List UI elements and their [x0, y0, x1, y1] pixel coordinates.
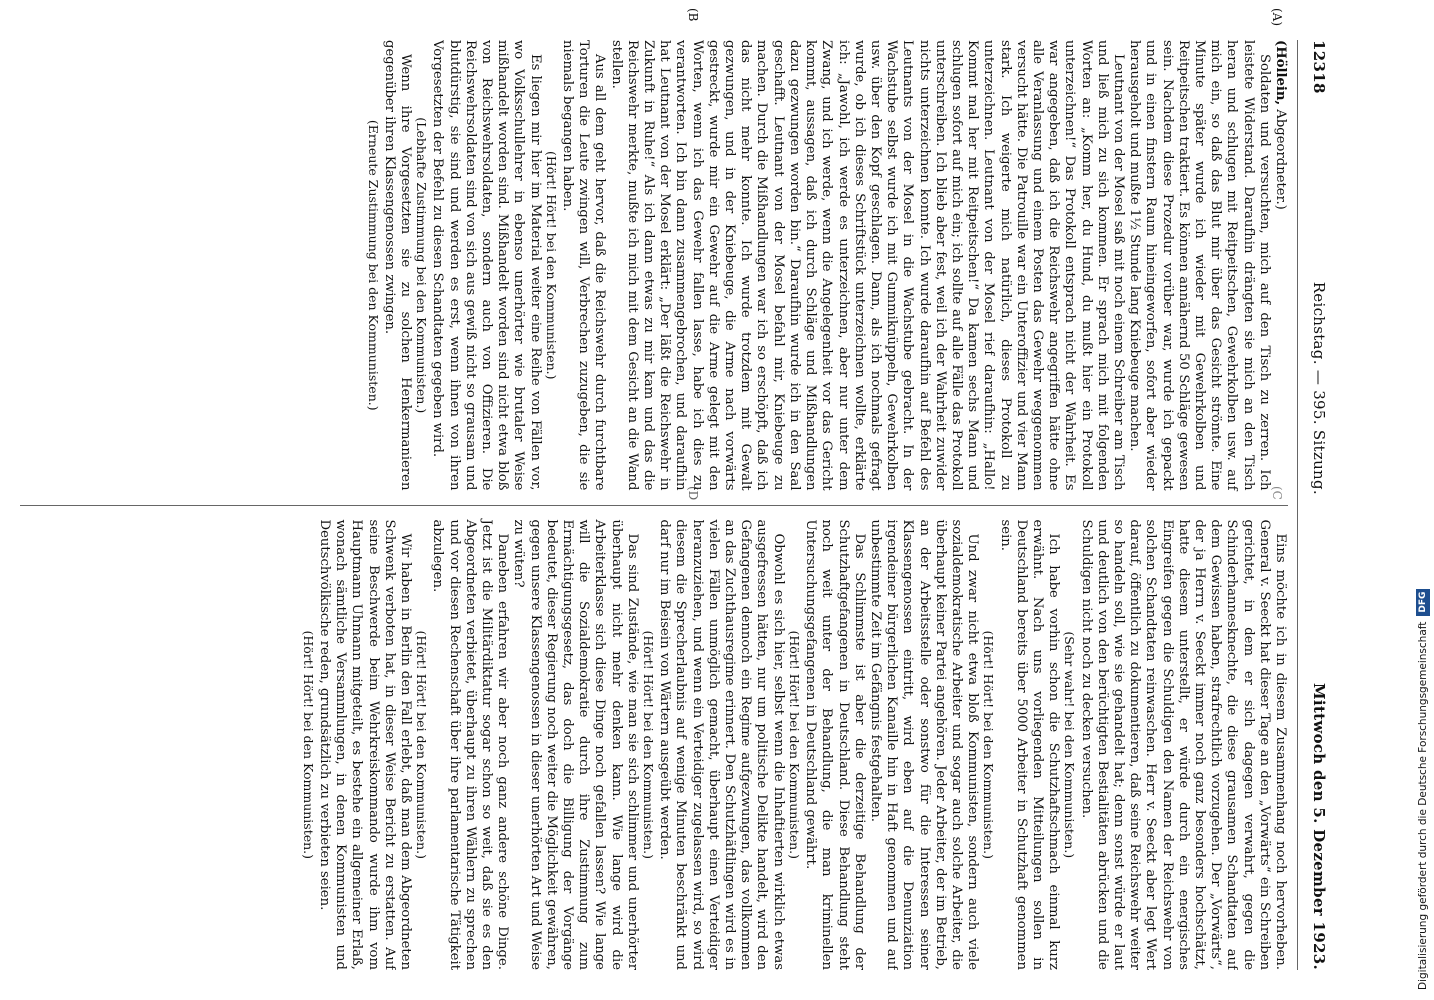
- interjection: (Lebhafte Zustimmung bei den Kommunisten.): [414, 117, 430, 414]
- paragraph: Soldaten und versuchten, mich auf den Tisch zu zerren. Ich leistete Widerstand. Daraufhin drängten sie mich an den Tisch heran und schlugen mit Reitpeitschen, Gewehrkolben usw. auf mich ein, so daß das Blut mir über das Gesicht strömte. Eine Minute später wurde ich wieder mit Gewehrkolben und Reitpeitschen traktiert. Es können annähernd 50 Schläge gewesen sein. Nachdem diese Prozedur vorüber war, wurde ich gepackt und in einen finstern Raum hineingeworfen, sofort aber wieder herausgeholt und mußte 1½ Stunde lang Kniebeuge machen.: [1127, 40, 1272, 491]
- paragraph: Es liegen mir hier im Material weiter eine Reihe von Fällen vor, wo Volksschullehrer in ebenso unerhörter wie brutaler Weise mißhandelt worden sind. Mißhandelt worden sind nicht etwa bloß von Reichswehrsoldaten, sondern auch von Offizieren. Die Reichswehrsoldaten sind von sich aus gewiß nicht so grausam und blutdürstig, sie sind und werden es erst, wenn ihnen von ihren Vorgesetzten der Befehl zu diesen Schandtaten gegeben wird.: [430, 40, 543, 491]
- paragraph: Obwohl es sich hier, selbst wenn die Inhaftierten wirklich etwas ausgefressen hätten, nur um politische Delikte handelt, wird den Gefangenen dennoch ein Regime aufgezwungen, das vollkommen an das Zuchthausregime erinnert. Den Schutzhäftlingen wird es in vielen Fällen unmöglich gemacht, überhaupt einen Verteidiger heranzuziehen, und wenn ein Verteidiger zugelassen wird, so wird diesem die Sprecherlaubnis auf wenige Minuten beschränkt und darf nur im Beisein von Wärtern ausgeübt werden.: [657, 519, 786, 970]
- left-column: [20, 40, 1288, 505]
- interjection: (Hört! Hört! bei den Kommunisten.): [300, 630, 316, 860]
- paragraph: Das sind Zustände, wie man sie sich schlimmer und unerhörter überhaupt nicht mehr denken kann. Wie lange wird die Arbeiterklasse sich diese Dinge noch gefallen lassen? Wie lange will die Sozialdemokratie durch ihre Zustimmung zum Ermächtigungsgesetz, das doch die Billigung der Vorgänge bedeutet, dieser Regierung noch weiter die Möglichkeit gewähren, gegen unsere Klassengenossen in dieser unerhörten Art und Weise zu wüten?: [511, 519, 640, 970]
- paragraph: Wir haben in Berlin den Fall erlebt, daß man dem Abgeordneten Schwenk verboten hat, in dieser Weise Bericht zu erstatten. Auf seine Beschwerde beim Wehrkreiskommando wurde ihm vom Hauptmann Uhmann mitgeteilt, es bestehe ein allgemeiner Erlaß, wonach sämtliche Versammlungen, in denen Kommunisten und Deutschvölkische reden, grundsätzlich zu verbieten seien.: [317, 519, 414, 970]
- speaker-line: [1272, 40, 1288, 491]
- margin-mark-d: (D: [686, 486, 700, 501]
- interjection: (Hört! Hört! bei den Kommunisten.): [981, 630, 997, 860]
- margin-mark-b: (B: [686, 8, 700, 22]
- paragraph: Das Schlimmste ist aber die derzeitige Behandlung der Schutzhaftgefangenen in Deutschland. Diese Behandlung steht noch weit unter der Behandlung, die man kriminellen Untersuchungsgefangenen in Deutschland gewährt.: [803, 519, 867, 970]
- interjection: (Hört! Hört! bei den Kommunisten.): [641, 630, 657, 860]
- dfg-logo: DFG: [1416, 589, 1430, 616]
- paragraph: Und zwar nicht etwa bloß Kommunisten, sondern auch viele sozialdemokratische Arbeiter und sogar auch solche Arbeiter, die überhaupt keiner Partei angehören. Jeder Arbeiter, der im Betrieb, an der Arbeitsstelle oder sonstwo für die Interessen seiner Klassengenossen eintritt, wird eben auf die Denunziation irgendeiner bürgerlichen Kanaille hin in Haft genommen und auf unbestimmte Zeit im Gefängnis festgehalten.: [867, 519, 981, 970]
- interjection: (Sehr wahr! bei den Kommunisten.): [1062, 631, 1078, 859]
- interjection: (Hört! Hört! bei den Kommunisten.): [786, 630, 802, 860]
- paragraph: Leutnant von der Mosel saß mit noch einem Schreiber am Tisch und ließ mich zu sich kommen. Er sprach mich mit folgenden Worten an: „Komm her, du Hund, du mußt hier ein Protokoll unterzeichnen!“ Das Protokoll entsprach nicht der Wahrheit. Es war angegeben, daß ich die Reichswehr angegriffen hätte ohne alle Veranlassung und einem Posten das Gewehr weggenommen versucht hätte. Die Patrouille war ein Unteroffizier und vier Mann stark. Ich weigerte mich natürlich, dieses Protokoll zu unterzeichnen. Leutnant von der Mosel rief daraufhin: „Hallo! Kommt mal her mit Reitpeitschen!“ Da kamen sechs Mann und schlugen sofort auf mich ein; ich sollte auf alle Fälle das Protokoll unterschreiben. Ich blieb aber fest, weil ich der Wahrheit zuwider nichts unterzeichnen konnte. Ich wurde daraufhin auf Befehl des Leutnants von der Mosel in die Wachstube gebracht. In der Wachstube selbst wurde ich mit Gummiknüppeln, Gewehrkolben usw. über den Kopf geschlagen. Dann, als ich nochmals gefragt wurde, ob ich dieses Schriftstück unterzeichnen wollte, erklärte ich: „Jawohl, ich werde es unterzeichnen, aber nur unter dem Zwang, und ich werde, wenn die Angelegenheit vor das Gericht kommt, aussagen, daß ich durch Schläge und Mißhandlungen dazu gezwungen worden bin.“ Daraufhin wurde ich in den Saal geschafft. Leutnant von der Mosel befahl mir, Kniebeuge zu machen. Durch die Mißhandlungen war ich so erschöpft, daß ich das nicht mehr konnte. Ich wurde trotzdem mit Gewalt gezwungen, und in der Kniebeuge, die Arme nach vorwärts gestreckt, wurde mir ein Gewehr auf die Arme gelegt mit den Worten, wenn ich das Gewehr fallen lasse, habe ich dies zu verantworten. Ich bin dann zusammengebrochen, und daraufhin hat Leutnant von der Mosel erklärt: „Der läßt die Reichswehr in Zukunft in Ruhe!“ Als ich dann etwas zu mir kam und das die Reichswehr merkte, mußte ich mich mit dem Gesicht an die Wand stellen.: [608, 40, 1126, 491]
- page-header: [1297, 40, 1328, 970]
- interjection: (Erneute Zustimmung bei den Kommunisten.): [365, 119, 381, 411]
- right-column: [20, 505, 1288, 971]
- margin-mark-a: (A): [1270, 8, 1284, 27]
- session-date: Mittwoch den 5. Dezember 1923.: [1310, 683, 1328, 970]
- speaker-role: Abgeordneter.): [1273, 105, 1288, 210]
- paragraph: Ich habe vorhin schon die Schutzhaftschmach einmal kurz erwähnt. Nach uns vorliegenden Mitteilungen sollen in Deutschland bereits über 5000 Arbeiter in Schutzhaft genommen sein.: [997, 519, 1062, 970]
- digitization-credit: [1412, 0, 1434, 1000]
- speaker-name: (Höllein,: [1273, 40, 1288, 106]
- paragraph: Aus all dem geht hervor, daß die Reichswehr durch furchtbare Torturen die Leute zwingen will, Verbrechen zuzugeben, die sie niemals begangen haben.: [560, 40, 608, 491]
- interjection: (Hört! Hört! bei den Kommunisten.): [543, 150, 559, 380]
- page-number: 12318: [1310, 40, 1328, 94]
- paragraph: Wenn ihre Vorgesetzten sie zu solchen Henkermanieren gegenüber ihren Klassengenossen zwingen.: [381, 40, 414, 491]
- session-title: Reichstag. — 395. Sitzung.: [1310, 281, 1328, 495]
- paragraph: Daneben erfahren wir aber noch ganz andere schöne Dinge. Jetzt ist die Militärdiktatur sogar schon so weit, daß sie es den Abgeordneten verbietet, überhaupt zu ihren Wählern zu sprechen und vor diesen Rechenschaft über ihre parlamentarische Tätigkeit abzulegen.: [430, 519, 511, 970]
- paragraph: Eins möchte ich in diesem Zusammenhang noch hervorheben. General v. Seeckt hat dieser Tage an den „Vorwärts“ ein Schreiben gerichtet, in dem er sich dagegen verwahrt, gegen die Schinderhannesknechte, die diese grausamen Schandtaten auf dem Gewissen haben, strafrechtlich vorzugehen. Der „Vorwärts“, der ja Herrn v. Seeckt immer noch ganz besonders hochschätzt, hatte diesem unterstellt, er würde durch ein energisches Eingreifen gegen die Schuldigen den Namen der Reichswehr von solchen Schandtaten reinwaschen. Herr v. Seeckt aber legt Wert darauf, öffentlich zu dokumentieren, daß seine Reichswehr weiter so handeln soll, wie sie gehandelt hat; denn sonst würde er laut und deutlich von den berüchtigten Bestialitäten abrücken und die Schuldigen nicht noch zu decken versuchen.: [1078, 519, 1288, 970]
- margin-mark-c: (C: [1270, 486, 1284, 500]
- interjection: (Hört! Hört! bei den Kommunisten.): [414, 630, 430, 860]
- text-columns: [20, 40, 1288, 970]
- credit-text: Digitalisierung gefördert durch die Deutsche Forschungsgemeinschaft: [1417, 621, 1429, 990]
